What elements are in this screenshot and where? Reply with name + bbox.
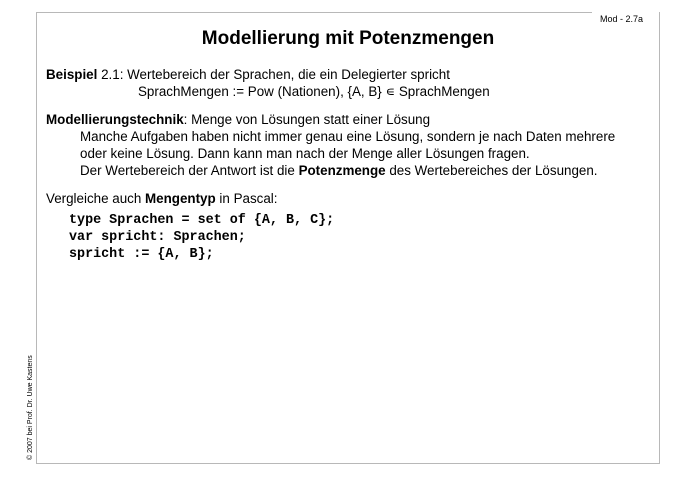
technique-heading-text: : Menge von Lösungen statt einer Lösung: [183, 112, 431, 127]
compare-start: Vergleiche auch: [46, 191, 146, 206]
code-line-2: var spricht: Sprachen;: [69, 230, 246, 245]
technique-line-3-end: des Wertebereiches der Lösungen.: [385, 163, 598, 178]
example-line-1: [46, 67, 450, 83]
technique-heading: [46, 112, 430, 128]
slide-number: Mod - 2.7a: [600, 14, 644, 24]
potenzmenge-term: Potenzmenge: [298, 163, 386, 178]
technique-line-1: Manche Aufgaben haben nicht immer genau eine Lösung, sondern je nach Daten mehrere: [80, 129, 616, 144]
technique-line-2: oder keine Lösung. Dann kann man nach der Menge aller Lösungen fragen.: [80, 146, 530, 161]
code-line-3: spricht := {A, B};: [69, 247, 214, 262]
page-title: Modellierung mit Potenzmengen: [201, 28, 495, 49]
example-label: Beispiel: [46, 67, 98, 82]
compare-line: [46, 191, 277, 207]
example-line-2: SprachMengen := Pow (Nationen), {A, B} ∊ SprachMengen: [138, 84, 490, 99]
example-text: 2.1: Wertebereich der Sprachen, die ein Delegierter spricht: [97, 67, 450, 82]
compare-end: in Pascal:: [215, 191, 278, 206]
copyright-notice: © 2007 bei Prof. Dr. Uwe Kastens: [27, 355, 34, 460]
mengentyp-term: Mengentyp: [145, 191, 216, 206]
technique-line-3: [80, 163, 598, 179]
header-rule: [36, 12, 592, 13]
code-line-1: type Sprachen = set of {A, B, C};: [69, 213, 335, 228]
technique-label: Modellierungstechnik: [46, 112, 184, 127]
technique-line-3-start: Der Wertebereich der Antwort ist die: [80, 163, 299, 178]
